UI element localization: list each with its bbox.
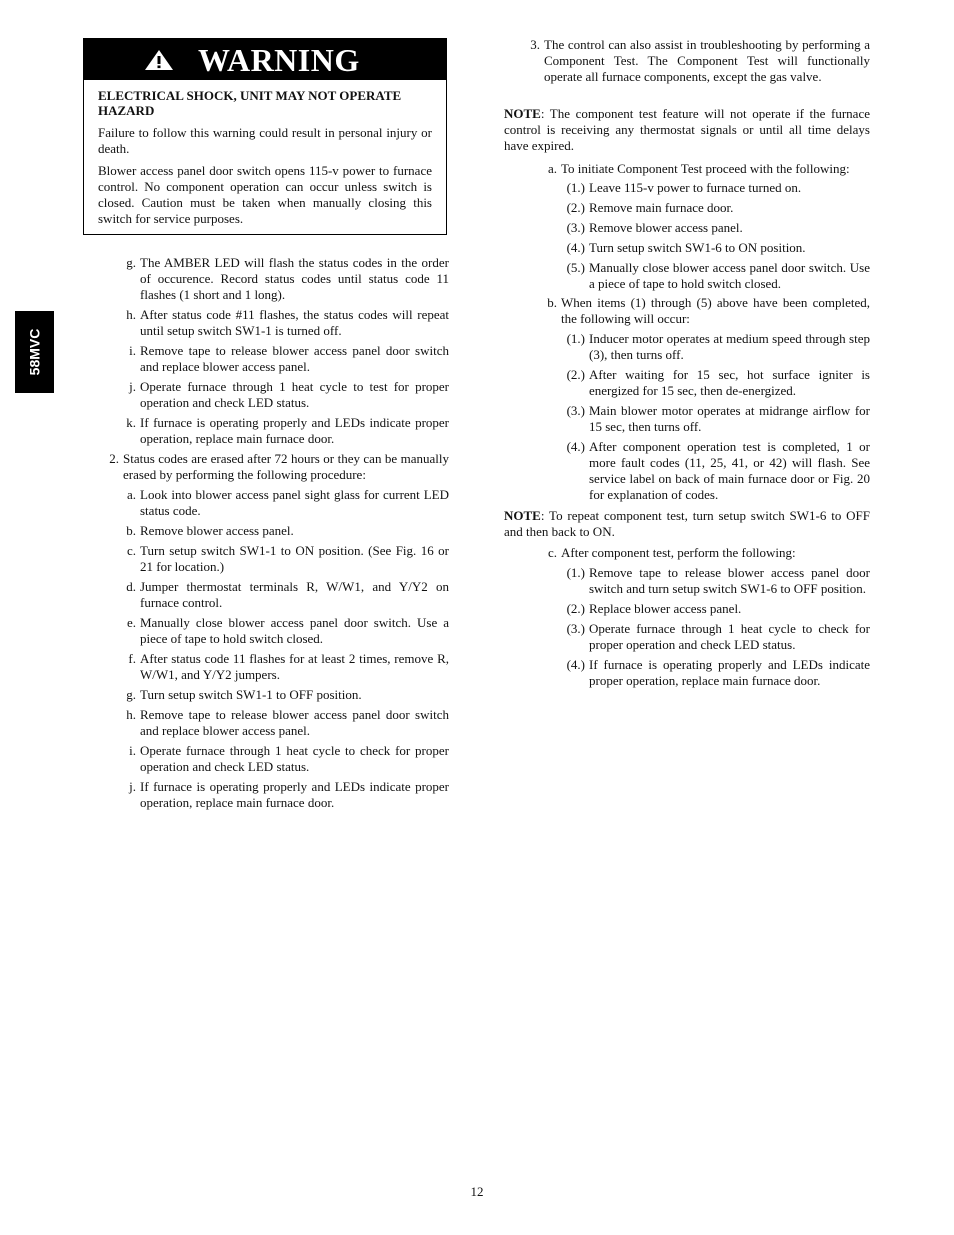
list-item [126, 579, 449, 611]
list-marker: b. [126, 523, 136, 538]
list-text: After status code #11 flashes, the status codes will repeat until setup switch SW1-1 is turned off. [140, 307, 449, 338]
list-marker: c. [126, 543, 136, 558]
list-marker: (4.) [566, 240, 585, 255]
list-text: Remove blower access panel. [589, 220, 743, 235]
list-item [129, 743, 449, 775]
list-item [566, 657, 870, 689]
list-item [129, 343, 449, 375]
side-tab [15, 311, 54, 393]
list-item [129, 379, 449, 411]
note-2 [504, 508, 870, 540]
list-marker: (3.) [566, 403, 585, 418]
warning-triangle-icon [144, 49, 174, 71]
list-marker: g. [126, 687, 136, 702]
list-item [126, 487, 449, 519]
list-marker: h. [126, 307, 136, 322]
list-item-3 [530, 37, 870, 85]
list-marker: i. [129, 343, 136, 358]
list-item [566, 367, 870, 399]
list-marker: a. [547, 161, 557, 176]
list-marker: 2. [109, 451, 119, 466]
list-item [126, 543, 449, 575]
list-text: Operate furnace through 1 heat cycle to test for proper operation and check LED status. [140, 379, 449, 410]
list-text: Inducer motor operates at medium speed through step (3), then turns off. [589, 331, 870, 362]
list-text: After component operation test is completed, 1 or more fault codes (11, 25, 41, or 42) will flash. See service label on back of main furnace door or Fig. 20 for explanation of codes. [589, 439, 870, 502]
list-item [126, 687, 449, 703]
list-marker: h. [126, 707, 136, 722]
list-item [566, 621, 870, 653]
list-text: Look into blower access panel sight glass for current LED status code. [140, 487, 449, 518]
warning-header [84, 39, 446, 80]
list-text: Manually close blower access panel door switch. Use a piece of tape to hold switch closed. [140, 615, 449, 646]
list-text: Remove blower access panel. [140, 523, 294, 538]
list-marker: b. [547, 295, 557, 310]
list-item-a [547, 161, 870, 177]
list-text: Leave 115-v power to furnace turned on. [589, 180, 802, 195]
note-label: NOTE [504, 106, 541, 121]
list-text: Jumper thermostat terminals R, W/W1, and Y/Y2 on furnace control. [140, 579, 449, 610]
list-marker: (2.) [566, 367, 585, 382]
list-text: Turn setup switch SW1-1 to OFF position. [140, 687, 362, 702]
list-marker: e. [126, 615, 136, 630]
note-label: NOTE [504, 508, 541, 523]
list-marker: i. [129, 743, 136, 758]
warning-text-2: Blower access panel door switch opens 115-v power to furnace control. No component operation can occur unless switch is closed. Caution must be taken when manually closing this switch for service purposes. [98, 163, 432, 226]
list-marker: a. [126, 487, 136, 502]
list-item [128, 651, 449, 683]
list-text: Main blower motor operates at midrange airflow for 15 sec, then turns off. [589, 403, 870, 434]
list-item [566, 260, 870, 292]
list-item [566, 200, 870, 216]
list-text: After component test, perform the following: [561, 545, 796, 560]
list-marker: (2.) [566, 200, 585, 215]
list-item [566, 403, 870, 435]
list-marker: g. [126, 255, 136, 270]
list-marker: d. [126, 579, 136, 594]
list-text: Replace blower access panel. [589, 601, 742, 616]
list-item [566, 565, 870, 597]
list-text: Status codes are erased after 72 hours or they can be manually erased by performing the following procedure: [123, 451, 449, 482]
list-text: After status code 11 flashes for at least 2 times, remove R, W/W1, and Y/Y2 jumpers. [140, 651, 449, 682]
left-list-b [126, 487, 449, 815]
list-item [126, 615, 449, 647]
list-text: Remove tape to release blower access panel door switch and turn setup switch SW1-6 to OFF position. [589, 565, 870, 596]
note-text: : The component test feature will not operate if the furnace control is receiving any thermostat signals or until all time delays have expired. [504, 106, 870, 153]
list-item [566, 601, 870, 617]
list-marker: k. [126, 415, 136, 430]
page-number: 12 [470, 1184, 484, 1199]
list-item [566, 331, 870, 363]
list-text: Remove tape to release blower access panel door switch and replace blower access panel. [140, 707, 449, 738]
list-text: Operate furnace through 1 heat cycle to check for proper operation and check LED status. [140, 743, 449, 774]
warning-box [83, 38, 447, 235]
side-tab-label: 58MVC [26, 328, 43, 376]
right-list-b [566, 331, 870, 507]
list-text: When items (1) through (5) above have been completed, the following will occur: [561, 295, 870, 326]
list-marker: (5.) [566, 260, 585, 275]
list-text: Remove tape to release blower access panel door switch and replace blower access panel. [140, 343, 449, 374]
list-text: If furnace is operating properly and LEDs indicate proper operation, replace main furnace door. [140, 415, 449, 446]
left-list-a [126, 255, 449, 451]
list-text: Manually close blower access panel door switch. Use a piece of tape to hold switch closed. [589, 260, 870, 291]
list-marker: j. [129, 779, 136, 794]
list-item [126, 255, 449, 303]
warning-title: WARNING [198, 41, 360, 78]
list-marker: (3.) [566, 220, 585, 235]
list-item [566, 220, 870, 236]
warning-text-1: Failure to follow this warning could result in personal injury or death. [98, 125, 432, 156]
list-marker: (1.) [566, 180, 585, 195]
list-marker: (1.) [566, 565, 585, 580]
list-text: After waiting for 15 sec, hot surface igniter is energized for 15 sec, then de-energized. [589, 367, 870, 398]
list-marker: (1.) [566, 331, 585, 346]
list-item [126, 523, 449, 539]
right-list-c [566, 565, 870, 693]
list-item-2 [109, 451, 449, 483]
list-item-c [547, 545, 870, 561]
list-text: Operate furnace through 1 heat cycle to check for proper operation and check LED status. [589, 621, 870, 652]
list-item [566, 180, 870, 196]
list-item [566, 439, 870, 503]
list-marker: (4.) [566, 439, 585, 454]
list-text: If furnace is operating properly and LEDs indicate proper operation, replace main furnace door. [140, 779, 449, 810]
list-item [566, 240, 870, 256]
list-item [126, 415, 449, 447]
note-1 [504, 106, 870, 154]
list-text: Turn setup switch SW1-1 to ON position. (See Fig. 16 or 21 for location.) [140, 543, 449, 574]
list-marker: (4.) [566, 657, 585, 672]
warning-hazard: ELECTRICAL SHOCK, UNIT MAY NOT OPERATE HAZARD [98, 88, 402, 118]
list-text: Turn setup switch SW1-6 to ON position. [589, 240, 806, 255]
list-item [126, 307, 449, 339]
note-text: : To repeat component test, turn setup switch SW1-6 to OFF and then back to ON. [504, 508, 870, 539]
right-list-a [566, 180, 870, 296]
list-marker: j. [129, 379, 136, 394]
list-item [126, 707, 449, 739]
list-marker: f. [128, 651, 136, 666]
list-marker: (3.) [566, 621, 585, 636]
list-marker: c. [547, 545, 557, 560]
list-item [129, 779, 449, 811]
list-item-b [547, 295, 870, 327]
list-text: Remove main furnace door. [589, 200, 734, 215]
list-text: The control can also assist in troubleshooting by performing a Component Test. The Component Test will functionally operate all furnace components, except the gas valve. [544, 37, 870, 84]
list-text: To initiate Component Test proceed with the following: [561, 161, 850, 176]
list-text: The AMBER LED will flash the status codes in the order of occurence. Record status codes until status code 11 flashes (1 short and 1 long). [140, 255, 449, 302]
list-marker: (2.) [566, 601, 585, 616]
list-text: If furnace is operating properly and LEDs indicate proper operation, replace main furnace door. [589, 657, 870, 688]
list-marker: 3. [530, 37, 540, 52]
